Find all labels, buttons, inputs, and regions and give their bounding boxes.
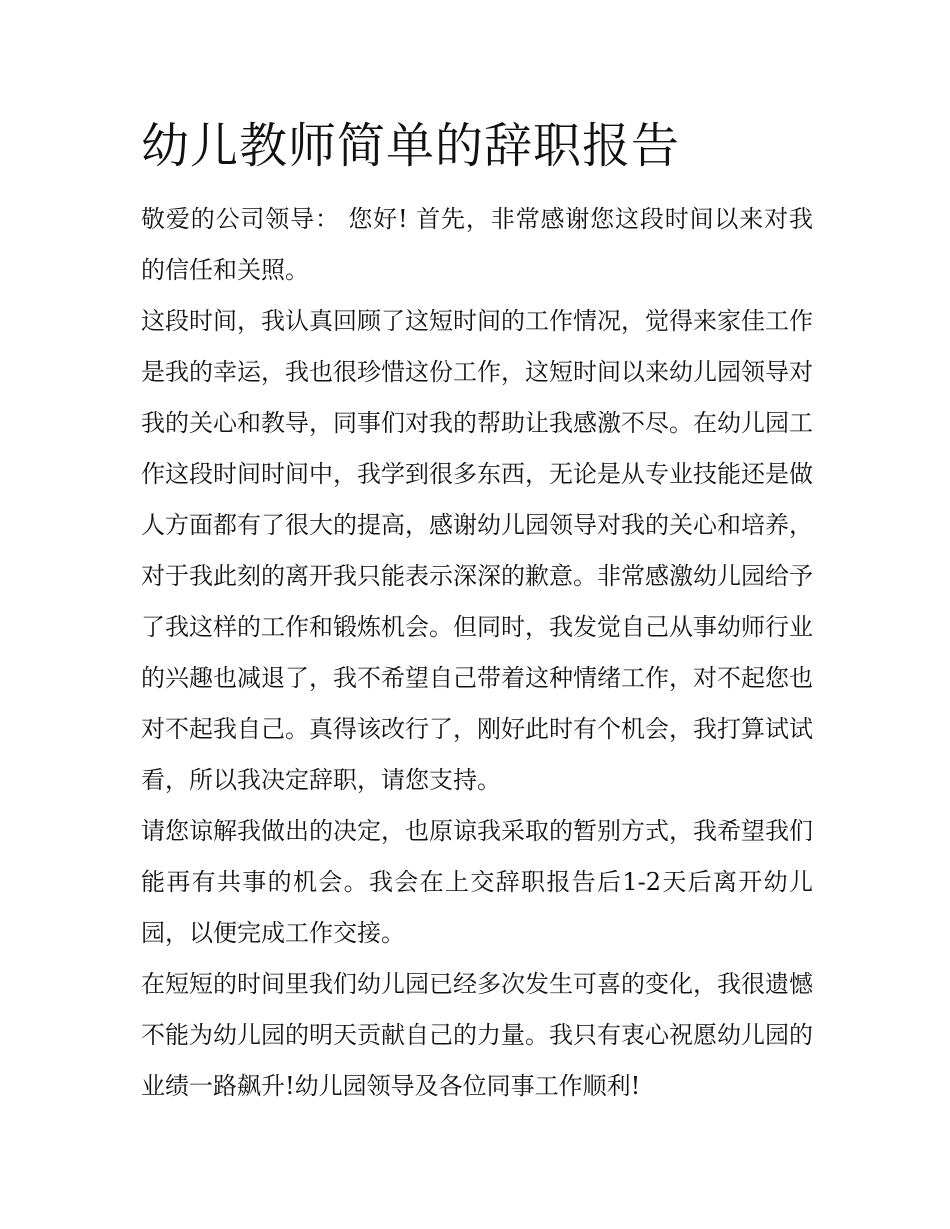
paragraph-wishes: 在短短的时间里我们幼儿园已经多次发生可喜的变化，我很遗憾不能为幼儿园的明天贡献自己的力量。我只有衷心祝愿幼儿园的业绩一路飙升!幼儿园领导及各位同事工作顺利! (141, 970, 813, 1100)
paragraph-greeting: 敬爱的公司领导： 您好! 首先，非常感谢您这段时间以来对我的信任和关照。 (141, 205, 813, 284)
paragraph-apology: 请您谅解我做出的决定，也原谅我采取的暂别方式，我希望我们能再有共事的机会。我会在上交辞职报告后1-2天后离开幼儿园，以便完成工作交接。 (141, 817, 813, 947)
paragraph-reflection: 这段时间，我认真回顾了这短时间的工作情况，觉得来家佳工作是我的幸运，我也很珍惜这份工作，这短时间以来幼儿园领导对我的关心和教导，同事们对我的帮助让我感激不尽。在幼儿园工作这段时间时间中，我学到很多东西，无论是从专业技能还是做人方面都有了很大的提高，感谢幼儿园领导对我的关心和培养，对于我此刻的离开我只能表示深深的歉意。非常感激幼儿园给予了我这样的工作和锻炼机会。但同时，我发觉自己从事幼师行业的兴趣也减退了，我不希望自己带着这种情绪工作，对不起您也对不起我自己。真得该改行了，刚好此时有个机会，我打算试试看，所以我决定辞职，请您支持。 (141, 307, 813, 794)
document-page (141, 112, 813, 1112)
document-title: 幼儿教师简单的辞职报告 (141, 118, 681, 174)
